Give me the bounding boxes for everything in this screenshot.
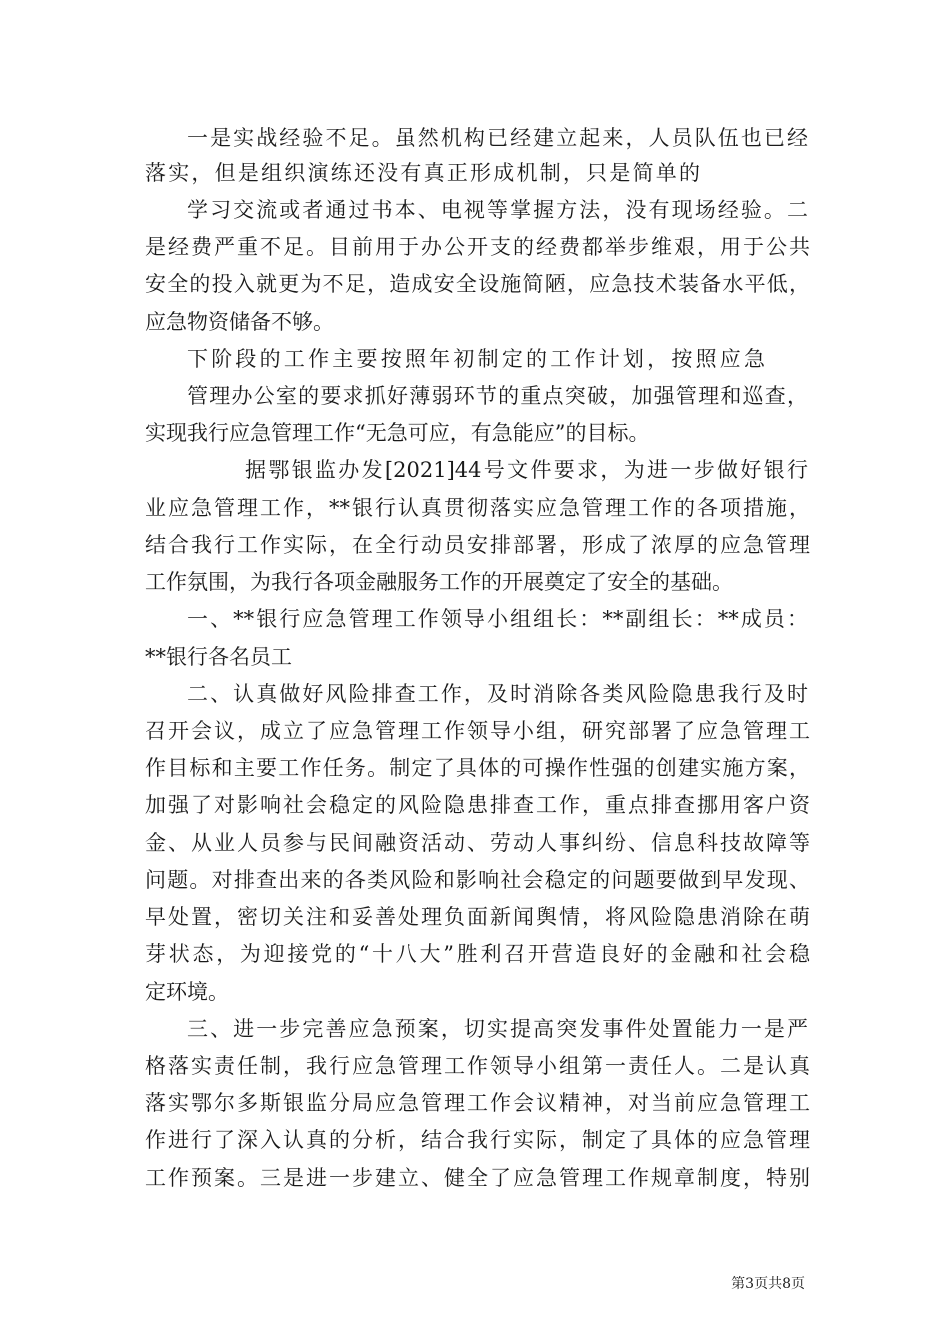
text-line: 加强了对影响社会稳定的风险隐患排查工作，重点排查挪用客户资 [145, 793, 810, 817]
text-line: 三、进一步完善应急预案，切实提高突发事件处置能力一是严 [187, 1017, 808, 1041]
text-line: 工作预案。三是进一步建立、健全了应急管理工作规章制度，特别 [145, 1166, 810, 1190]
text-line: 应急物资储备不够。 [145, 310, 334, 334]
text-line: **银行各名员工 [145, 645, 292, 669]
text-line: 落实，但是组织演练还没有真正形成机制，只是简单的 [145, 161, 700, 185]
text-line: 金、从业人员参与民间融资活动、劳动人事纠纷、信息科技故障等 [145, 831, 810, 855]
text-line: 结合我行工作实际，在全行动员安排部署，形成了浓厚的应急管理 [145, 533, 810, 557]
text-line: 定环境。 [145, 980, 229, 1004]
text-line: 作进行了深入认真的分析，结合我行实际，制定了具体的应急管理 [145, 1128, 810, 1152]
text-line: 学习交流或者通过书本、电视等掌握方法，没有现场经验。二 [187, 198, 808, 222]
text-line: 问题。对排查出来的各类风险和影响社会稳定的问题要做到早发现、 [145, 868, 810, 892]
text-line: 业应急管理工作，**银行认真贯彻落实应急管理工作的各项措施， [145, 496, 810, 520]
text-line: 二、认真做好风险排查工作，及时消除各类风险隐患我行及时 [187, 682, 808, 706]
text-line: 落实鄂尔多斯银监分局应急管理工作会议精神，对当前应急管理工 [145, 1091, 810, 1115]
text-line: 据鄂银监办发[2021]44号文件要求，为进一步做好银行 [245, 458, 808, 482]
text-line: 格落实责任制，我行应急管理工作领导小组第一责任人。二是认真 [145, 1054, 810, 1078]
text-line: 一、**银行应急管理工作领导小组组长：**副组长：**成员： [187, 607, 808, 631]
page-number: 第3页共8页 [731, 1276, 805, 1292]
text-line: 管理办公室的要求抓好薄弱环节的重点突破，加强管理和巡查， [187, 384, 808, 408]
text-line: 下阶段的工作主要按照年初制定的工作计划，按照应急 [187, 347, 765, 371]
text-line: 芽状态，为迎接党的“十八大”胜利召开营造良好的金融和社会稳 [145, 942, 810, 966]
text-line: 安全的投入就更为不足，造成安全设施简陋，应急技术装备水平低， [145, 272, 810, 296]
text-line: 工作氛围，为我行各项金融服务工作的开展奠定了安全的基础。 [145, 570, 733, 594]
text-line: 实现我行应急管理工作“无急可应，有急能应”的目标。 [145, 421, 650, 445]
text-line: 是经费严重不足。目前用于办公开支的经费都举步维艰，用于公共 [145, 235, 810, 259]
text-line: 早处置，密切关注和妥善处理负面新闻舆情，将风险隐患消除在萌 [145, 905, 810, 929]
text-line: 作目标和主要工作任务。制定了具体的可操作性强的创建实施方案， [145, 756, 810, 780]
text-line: 召开会议，成立了应急管理工作领导小组，研究部署了应急管理工 [145, 719, 810, 743]
text-line: 一是实战经验不足。虽然机构已经建立起来，人员队伍也已经 [187, 126, 808, 150]
